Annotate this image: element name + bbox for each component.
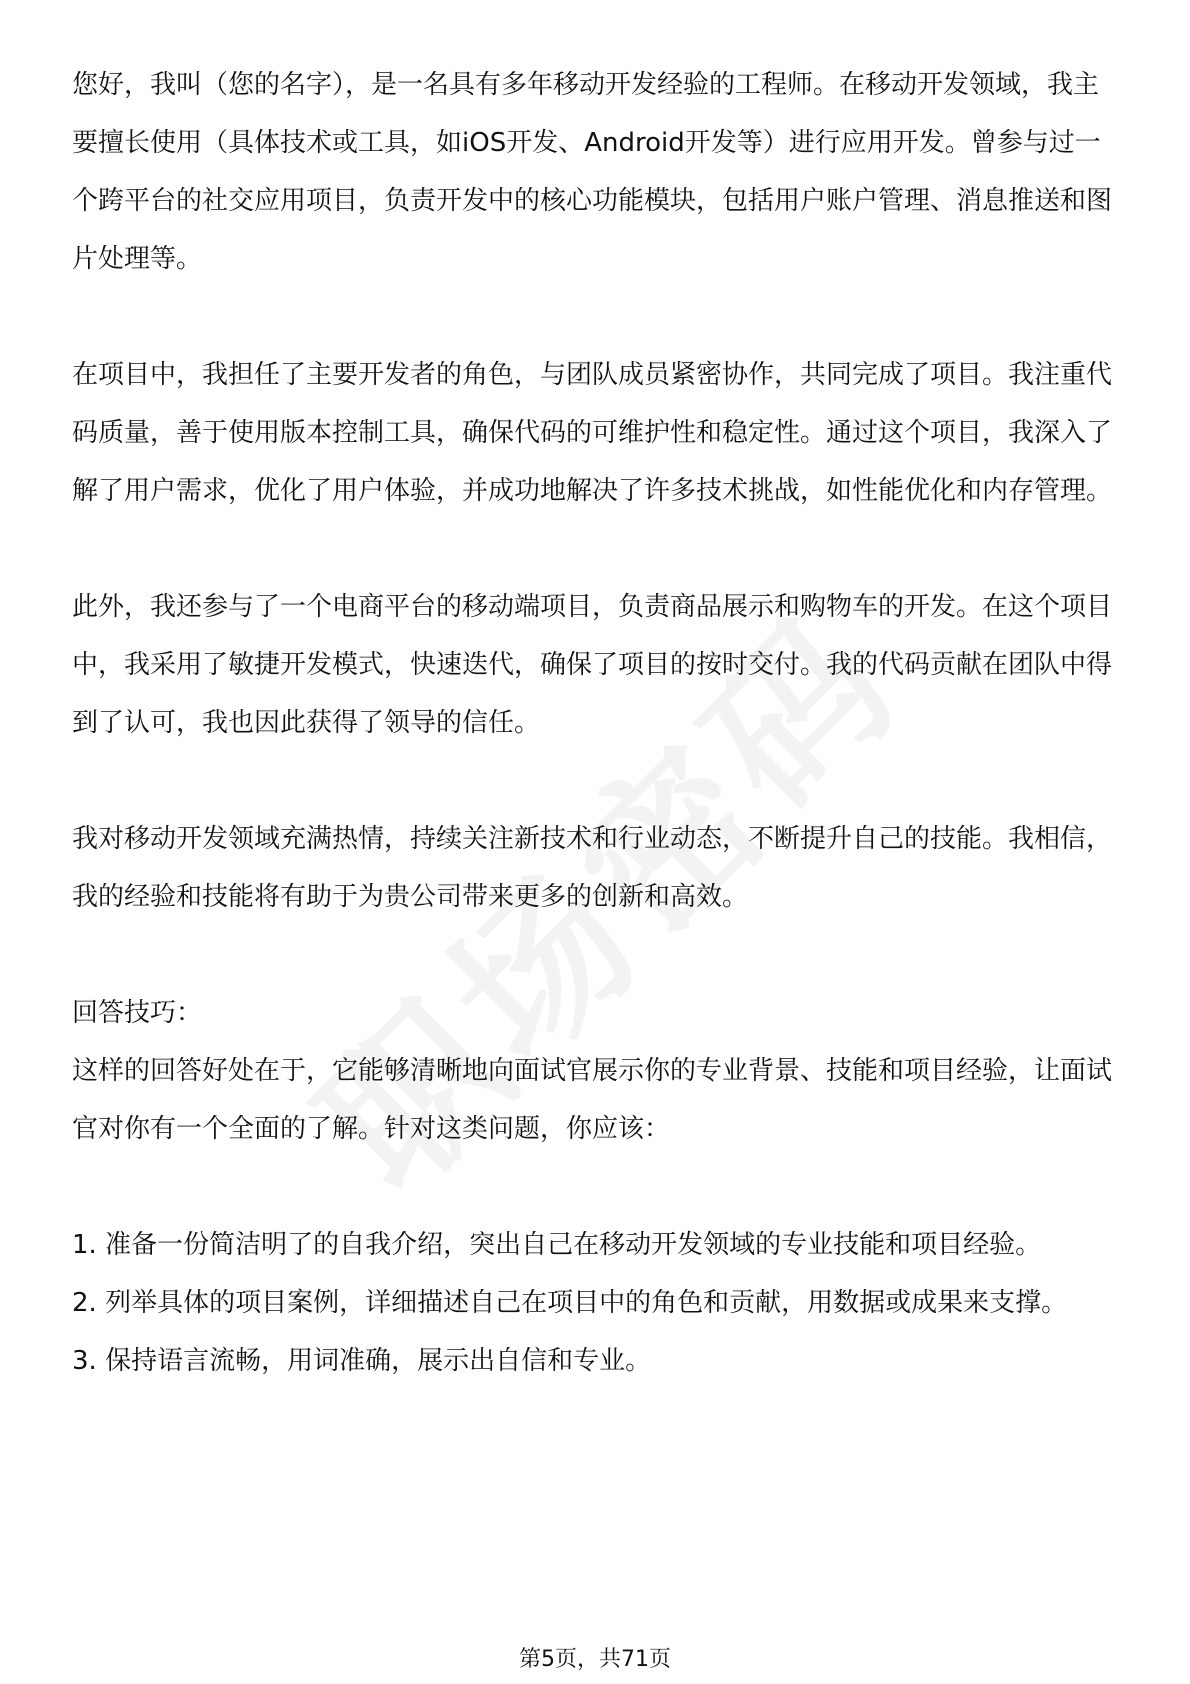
tip-item-3: 3. 保持语言流畅，用词准确，展示出自信和专业。 [72,1346,652,1376]
tip-item-1: 1. 准备一份简洁明了的自我介绍，突出自己在移动开发领域的专业技能和项目经验。 [72,1230,1042,1260]
paragraph-project-role: 在项目中，我担任了主要开发者的角色，与团队成员紧密协作，共同完成了项目。我注重代码质量，善于使用版本控制工具，确保代码的可维护性和稳定性。通过这个项目，我深入了解了用户需求，优化了用户体验，并成功地解决了许多技术挑战，如性能优化和内存管理。 [72,360,1113,506]
paragraph-ecommerce-project: 此外，我还参与了一个电商平台的移动端项目，负责商品展示和购物车的开发。在这个项目中，我采用了敏捷开发模式，快速迭代，确保了项目的按时交付。我的代码贡献在团队中得到了认可，我也因此获得了领导的信任。 [72,592,1113,738]
tip-item-2: 2. 列举具体的项目案例，详细描述自己在项目中的角色和贡献，用数据或成果来支撑。 [72,1288,1068,1318]
page-number-footer: 第5页，共71页 [519,1647,671,1672]
paragraph-passion: 我对移动开发领域充满热情，持续关注新技术和行业动态，不断提升自己的技能。我相信，我的经验和技能将有助于为贵公司带来更多的创新和高效。 [72,824,1113,912]
tips-intro: 这样的回答好处在于，它能够清晰地向面试官展示你的专业背景、技能和项目经验，让面试官对你有一个全面的了解。针对这类问题，你应该： [72,1056,1113,1144]
document-body [72,56,1122,1390]
tips-heading: 回答技巧： [72,998,203,1028]
paragraph-intro: 您好，我叫（您的名字），是一名具有多年移动开发经验的工程师。在移动开发领域，我主要擅长使用（具体技术或工具，如iOS开发、Android开发等）进行应用开发。曾参与过一个跨平台的社交应用项目，负责开发中的核心功能模块，包括用户账户管理、消息推送和图片处理等。 [72,70,1113,274]
